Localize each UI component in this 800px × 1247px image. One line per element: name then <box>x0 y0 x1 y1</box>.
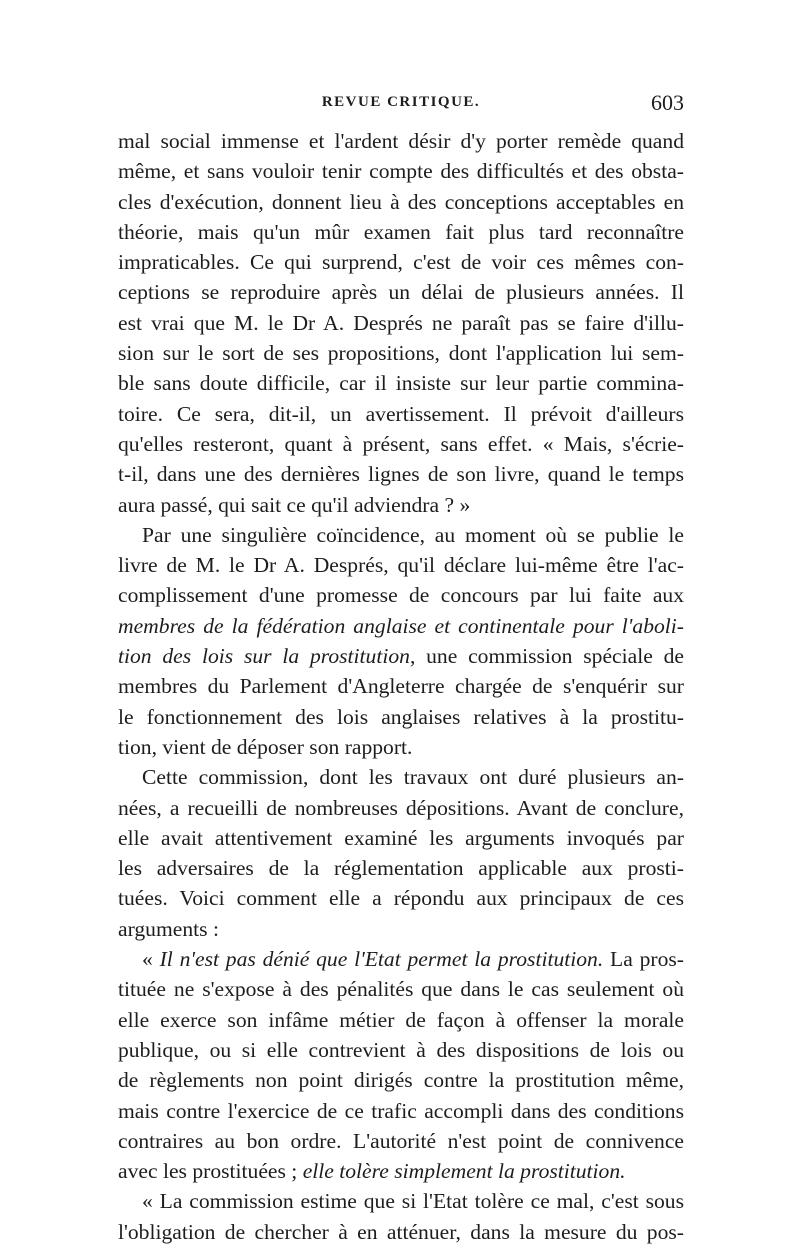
text-segment: livre de M. le Dr A. Després, qu'il déclare lui-même être l'ac- <box>118 553 684 578</box>
text-line <box>118 520 684 550</box>
running-title: REVUE CRITIQUE. <box>321 94 481 110</box>
text-segment: toire. Ce sera, dit-il, un avertissement. Il prévoit d'ailleurs <box>118 401 684 426</box>
text-line <box>118 1096 684 1126</box>
text-segment: Par une singulière coïncidence, au moment où se publie le <box>142 522 684 547</box>
text-line <box>118 338 684 368</box>
text-segment: elle avait attentivement examiné les arguments invoqués par <box>118 825 684 850</box>
text-line <box>118 1065 684 1095</box>
text-line <box>118 1035 684 1065</box>
page-number: 603 <box>651 90 684 115</box>
text-segment: t-il, dans une des dernières lignes de son livre, quand le temps <box>118 462 684 487</box>
text-line <box>118 793 684 823</box>
text-segment: elle exerce son infâme métier de façon à offenser la morale <box>118 1007 684 1032</box>
text-line <box>118 641 684 671</box>
text-segment: ble sans doute difficile, car il insiste sur leur partie commina- <box>118 371 684 396</box>
text-line <box>118 126 684 156</box>
text-line <box>118 823 684 853</box>
text-segment: aura passé, qui sait ce qu'il adviendra ? » <box>118 492 471 517</box>
text-segment: les adversaires de la réglementation applicable aux prosti- <box>118 856 684 881</box>
text-line <box>118 1005 684 1035</box>
text-segment: tituée ne s'expose à des pénalités que dans le cas seulement où <box>118 977 684 1002</box>
text-line <box>118 490 684 520</box>
text-line <box>118 277 684 307</box>
text-segment: l'obligation de chercher à en atténuer, dans la mesure du pos- <box>118 1219 684 1244</box>
text-line <box>118 399 684 429</box>
text-segment: contraires au bon ordre. L'autorité n'est point de connivence <box>118 1128 684 1153</box>
text-segment: avec les prostituées ; <box>118 1159 303 1184</box>
text-segment: de règlements non point dirigés contre la prostitution même, <box>118 1068 684 1093</box>
text-segment: Cette commission, dont les travaux ont duré plusieurs an- <box>142 765 684 790</box>
text-segment: même, et sans vouloir tenir compte des difficultés et des obsta- <box>118 159 684 184</box>
text-segment: membres du Parlement d'Angleterre chargée de s'enquérir sur <box>118 674 684 699</box>
text-segment: tion, vient de déposer son rapport. <box>118 734 413 759</box>
text-line <box>118 550 684 580</box>
text-line <box>118 974 684 1004</box>
text-line <box>118 762 684 792</box>
text-segment: nées, a recueilli de nombreuses dépositions. Avant de conclure, <box>118 795 684 820</box>
text-segment: arguments : <box>118 916 219 941</box>
text-segment: complissement d'une promesse de concours par lui faite aux <box>118 583 684 608</box>
text-line <box>118 368 684 398</box>
text-segment: est vrai que M. le Dr A. Després ne paraît pas se faire d'illu- <box>118 310 684 335</box>
text-segment: le fonctionnement des lois anglaises relatives à la prostitu- <box>118 704 684 729</box>
text-line <box>118 702 684 732</box>
text-line <box>118 1126 684 1156</box>
text-line <box>118 308 684 338</box>
text-line <box>118 217 684 247</box>
text-line <box>118 1217 684 1247</box>
text-line <box>118 187 684 217</box>
text-line <box>118 732 684 762</box>
text-line <box>118 156 684 186</box>
text-line <box>118 671 684 701</box>
text-segment: « <box>142 947 160 972</box>
text-segment: qu'elles resteront, quant à présent, sans effet. « Mais, s'écrie- <box>118 431 684 456</box>
text-segment: publique, ou si elle contrevient à des dispositions de lois ou <box>118 1037 684 1062</box>
text-segment: , une commission spéciale de <box>409 644 684 669</box>
text-segment: ceptions se reproduire après un délai de plusieurs années. Il <box>118 280 684 305</box>
text-segment: « La commission estime que si l'Etat tolère ce mal, c'est sous <box>142 1189 684 1214</box>
text-segment: cles d'exécution, donnent lieu à des conceptions acceptables en <box>118 189 684 214</box>
text-line <box>118 247 684 277</box>
text-segment: La pros- <box>603 947 684 972</box>
text-line <box>118 1186 684 1216</box>
text-line <box>118 944 684 974</box>
text-segment: impraticables. Ce qui surprend, c'est de voir ces mêmes con- <box>118 250 684 275</box>
text-line <box>118 853 684 883</box>
body-text <box>118 126 684 1247</box>
text-line <box>118 580 684 610</box>
text-line <box>118 611 684 641</box>
italic-text: tion des lois sur la prostitution <box>118 644 410 669</box>
text-segment: mal social immense et l'ardent désir d'y porter remède quand <box>118 129 684 153</box>
italic-text: Il n'est pas dénié que l'Etat permet la prostitution. <box>159 947 604 972</box>
text-line <box>118 429 684 459</box>
text-line <box>118 459 684 489</box>
text-segment: tuées. Voici comment elle a répondu aux principaux de ces <box>118 886 684 911</box>
page-header <box>118 90 684 120</box>
text-segment: théorie, mais qu'un mûr examen fait plus tard reconnaître <box>118 219 684 244</box>
text-line <box>118 1156 684 1186</box>
italic-text: elle tolère simplement la prostitution. <box>302 1159 626 1184</box>
text-segment: sion sur le sort de ses propositions, dont l'application lui sem- <box>118 341 684 366</box>
text-segment: mais contre l'exercice de ce trafic accompli dans des conditions <box>118 1098 684 1123</box>
text-line <box>118 914 684 944</box>
italic-text: membres de la fédération anglaise et continentale pour l'aboli- <box>118 613 684 638</box>
text-line <box>118 883 684 913</box>
